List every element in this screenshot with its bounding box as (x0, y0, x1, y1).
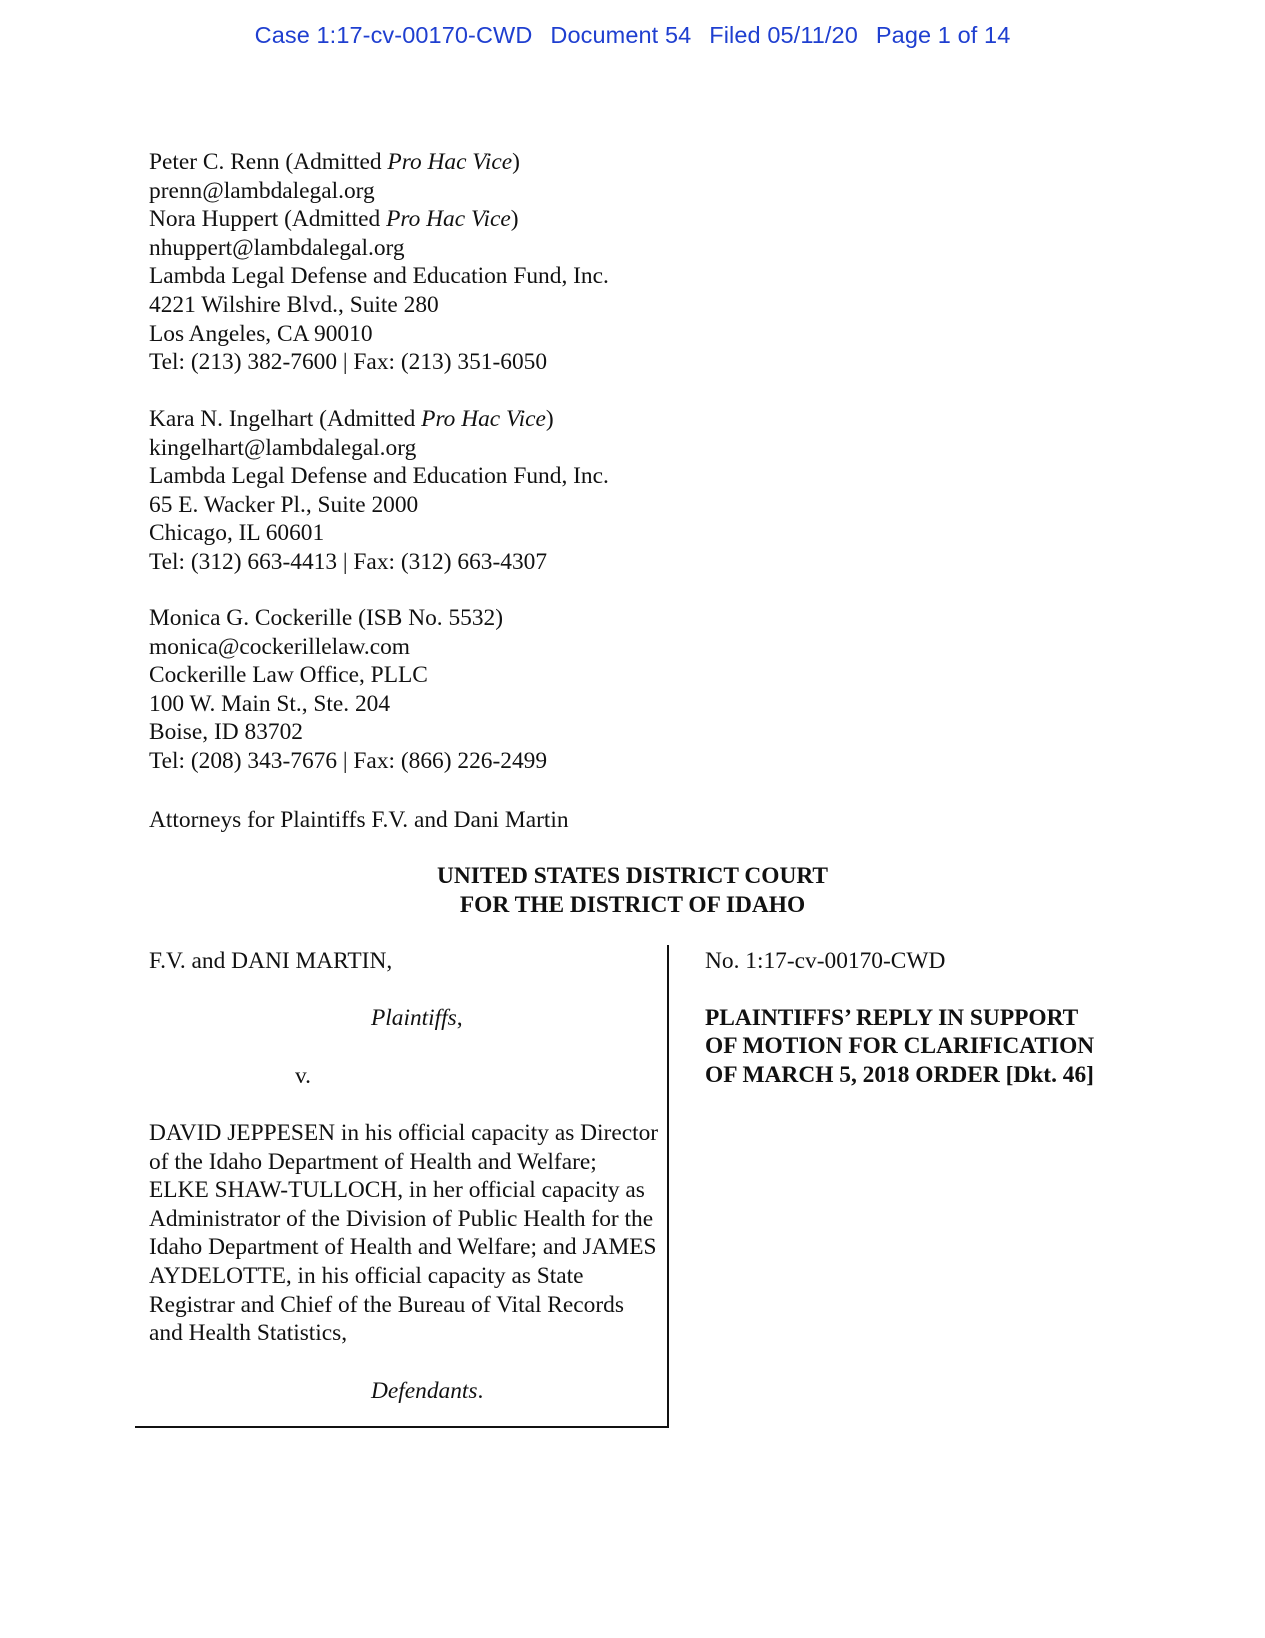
caption-case-info (705, 947, 1225, 1089)
court-title-line: UNITED STATES DISTRICT COURT (436, 863, 829, 889)
counsel-address-line: 65 E. Wacker Pl., Suite 2000 (149, 491, 419, 518)
ecf-filed-date: Filed 05/11/20 (709, 22, 858, 48)
counsel-phone: Tel: (213) 382-7600 | Fax: (213) 351-6050 (149, 349, 548, 376)
ecf-filing-header (0, 22, 1265, 49)
counsel-address-line: 100 W. Main St., Ste. 204 (149, 690, 391, 717)
counsel-name-line: Peter C. Renn (Admitted Pro Hac Vice) (149, 149, 520, 175)
counsel-block-lambda-chicago (149, 405, 609, 577)
caption-vertical-rule (667, 945, 669, 1428)
defendants-names: DAVID JEPPESEN in his official capacity as Director of the Idaho Department of Health and Welfare; ELKE SHAW-TULLOCH, in her official capacity as Administrator of the Division of Public Health for the Idaho Department of Health and Welfare; and JAMES AYDELOTTE, in his official capacity as State Registrar and Chief of the Bureau of Vital Records and Health Statistics, (149, 1120, 659, 1347)
counsel-block-cockerille (149, 604, 547, 776)
plaintiffs-designation: Plaintiffs, (371, 1005, 463, 1031)
counsel-name-line: Kara N. Ingelhart (Admitted Pro Hac Vice) (149, 406, 554, 432)
counsel-name-line: Monica G. Cockerille (ISB No. 5532) (149, 605, 504, 631)
counsel-organization: Cockerille Law Office, PLLC (149, 662, 428, 689)
document-title-line: PLAINTIFFS’ REPLY IN SUPPORT (705, 1004, 1079, 1031)
counsel-address-line: Boise, ID 83702 (149, 719, 303, 746)
ecf-document-number: Document 54 (550, 22, 692, 48)
document-title-line: OF MARCH 5, 2018 ORDER [Dkt. 46] (705, 1061, 1094, 1088)
counsel-email: monica@cockerillelaw.com (149, 633, 410, 660)
caption-horizontal-rule (135, 1426, 669, 1428)
ecf-page-indicator: Page 1 of 14 (875, 22, 1011, 48)
counsel-block-lambda-la (149, 148, 609, 377)
document-title-line: OF MOTION FOR CLARIFICATION (705, 1033, 1095, 1060)
counsel-phone: Tel: (312) 663-4413 | Fax: (312) 663-4307 (149, 548, 548, 575)
caption-parties (149, 947, 669, 1404)
counsel-address-line: Chicago, IL 60601 (149, 520, 325, 547)
counsel-address-line: 4221 Wilshire Blvd., Suite 280 (149, 291, 439, 318)
counsel-address-line: Los Angeles, CA 90010 (149, 320, 373, 347)
document-title (705, 1004, 1225, 1090)
court-title (0, 862, 1265, 919)
court-title-line: FOR THE DISTRICT OF IDAHO (459, 891, 806, 918)
ecf-case-number: Case 1:17-cv-00170-CWD (254, 22, 533, 48)
counsel-phone: Tel: (208) 343-7676 | Fax: (866) 226-2499 (149, 747, 548, 774)
versus-label: v. (295, 1063, 312, 1089)
counsel-name-line: Nora Huppert (Admitted Pro Hac Vice) (149, 206, 519, 233)
defendants-designation: Defendants. (371, 1378, 484, 1404)
counsel-email: prenn@lambdalegal.org (149, 177, 375, 204)
counsel-organization: Lambda Legal Defense and Education Fund, Inc. (149, 263, 609, 290)
plaintiffs-names: F.V. and DANI MARTIN, (149, 948, 393, 974)
counsel-organization: Lambda Legal Defense and Education Fund, Inc. (149, 463, 609, 490)
counsel-email: nhuppert@lambdalegal.org (149, 234, 405, 261)
attorneys-for-line: Attorneys for Plaintiffs F.V. and Dani Martin (149, 807, 569, 833)
counsel-email: kingelhart@lambdalegal.org (149, 434, 417, 461)
case-number: No. 1:17-cv-00170-CWD (705, 948, 946, 974)
